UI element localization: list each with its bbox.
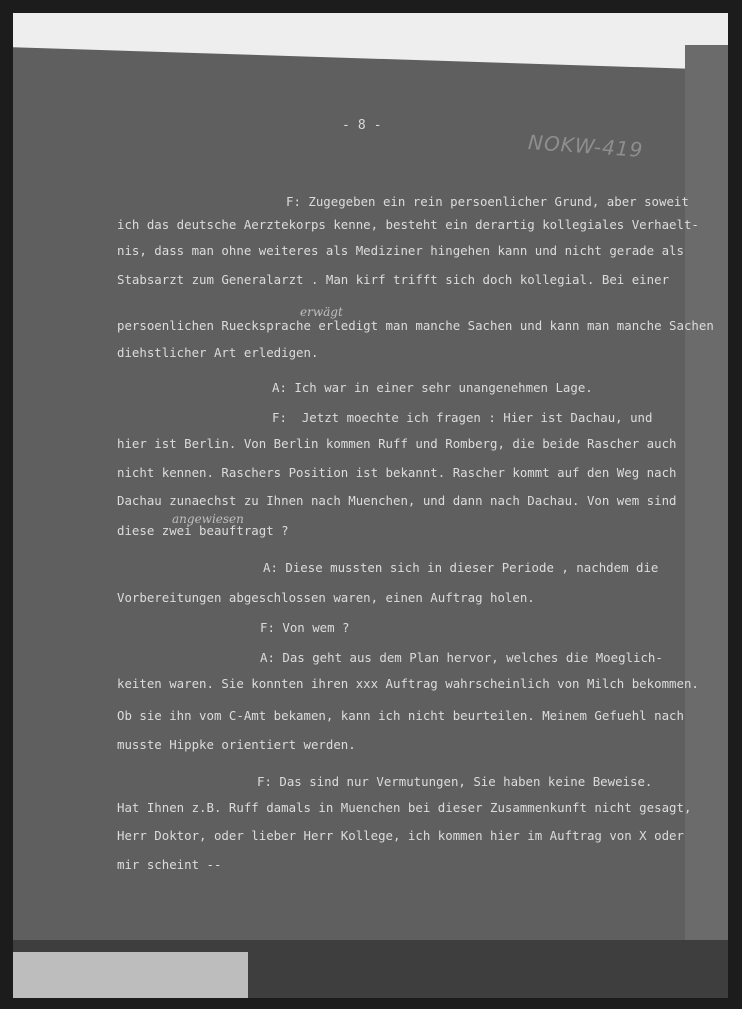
- text-line: Hat Ihnen z.B. Ruff damals in Muenchen bei dieser Zusammenkunft nicht gesagt,: [117, 800, 692, 815]
- text-line: F: Von wem ?: [260, 620, 350, 635]
- text-line: Vorbereitungen abgeschlossen waren, einen Auftrag holen.: [117, 590, 535, 605]
- text-line: Dachau zunaechst zu Ihnen nach Muenchen, und dann nach Dachau. Von wem sind: [117, 493, 677, 508]
- text-line: F: Jetzt moechte ich fragen : Hier ist Dachau, und: [272, 410, 653, 425]
- text-line: Stabsarzt zum Generalarzt . Man kirf trifft sich doch kollegial. Bei einer: [117, 272, 670, 287]
- text-line: mir scheint --: [117, 857, 222, 872]
- text-line: persoenlichen Ruecksprache erledigt man manche Sachen und kann man manche Sachen: [117, 318, 714, 333]
- text-line: nicht kennen. Raschers Position ist bekannt. Rascher kommt auf den Weg nach: [117, 465, 677, 480]
- page-right-edge: [685, 45, 728, 963]
- page-bottom-notch: [13, 952, 248, 998]
- text-line: nis, dass man ohne weiteres als Mediziner hingehen kann und nicht gerade als: [117, 243, 684, 258]
- text-line: diese zwei beauftragt ?: [117, 523, 289, 538]
- handwritten-insert: erwägt: [300, 305, 343, 319]
- text-line: hier ist Berlin. Von Berlin kommen Ruff und Romberg, die beide Rascher auch: [117, 436, 677, 451]
- text-line: ich das deutsche Aerztekorps kenne, besteht ein derartig kollegiales Verhaelt-: [117, 217, 699, 232]
- text-line: F: Zugegeben ein rein persoenlicher Grund, aber soweit: [286, 194, 689, 209]
- text-line: musste Hippke orientiert werden.: [117, 737, 356, 752]
- page-number: - 8 -: [342, 118, 382, 133]
- text-line: Ob sie ihn vom C-Amt bekamen, kann ich nicht beurteilen. Meinem Gefuehl nach: [117, 708, 684, 723]
- text-line: F: Das sind nur Vermutungen, Sie haben keine Beweise.: [257, 774, 653, 789]
- text-line: A: Ich war in einer sehr unangenehmen Lage.: [272, 380, 593, 395]
- text-line: keiten waren. Sie konnten ihren xxx Auftrag wahrscheinlich von Milch bekommen.: [117, 676, 699, 691]
- text-line: A: Das geht aus dem Plan hervor, welches die Moeglich-: [260, 650, 663, 665]
- text-line: Herr Doktor, oder lieber Herr Kollege, ich kommen hier im Auftrag von X oder: [117, 828, 684, 843]
- text-line: A: Diese mussten sich in dieser Periode , nachdem die: [263, 560, 659, 575]
- archive-stamp: NOKW-419: [527, 130, 645, 162]
- text-line: diehstlicher Art erledigen.: [117, 345, 319, 360]
- handwritten-insert: angewiesen: [172, 512, 244, 526]
